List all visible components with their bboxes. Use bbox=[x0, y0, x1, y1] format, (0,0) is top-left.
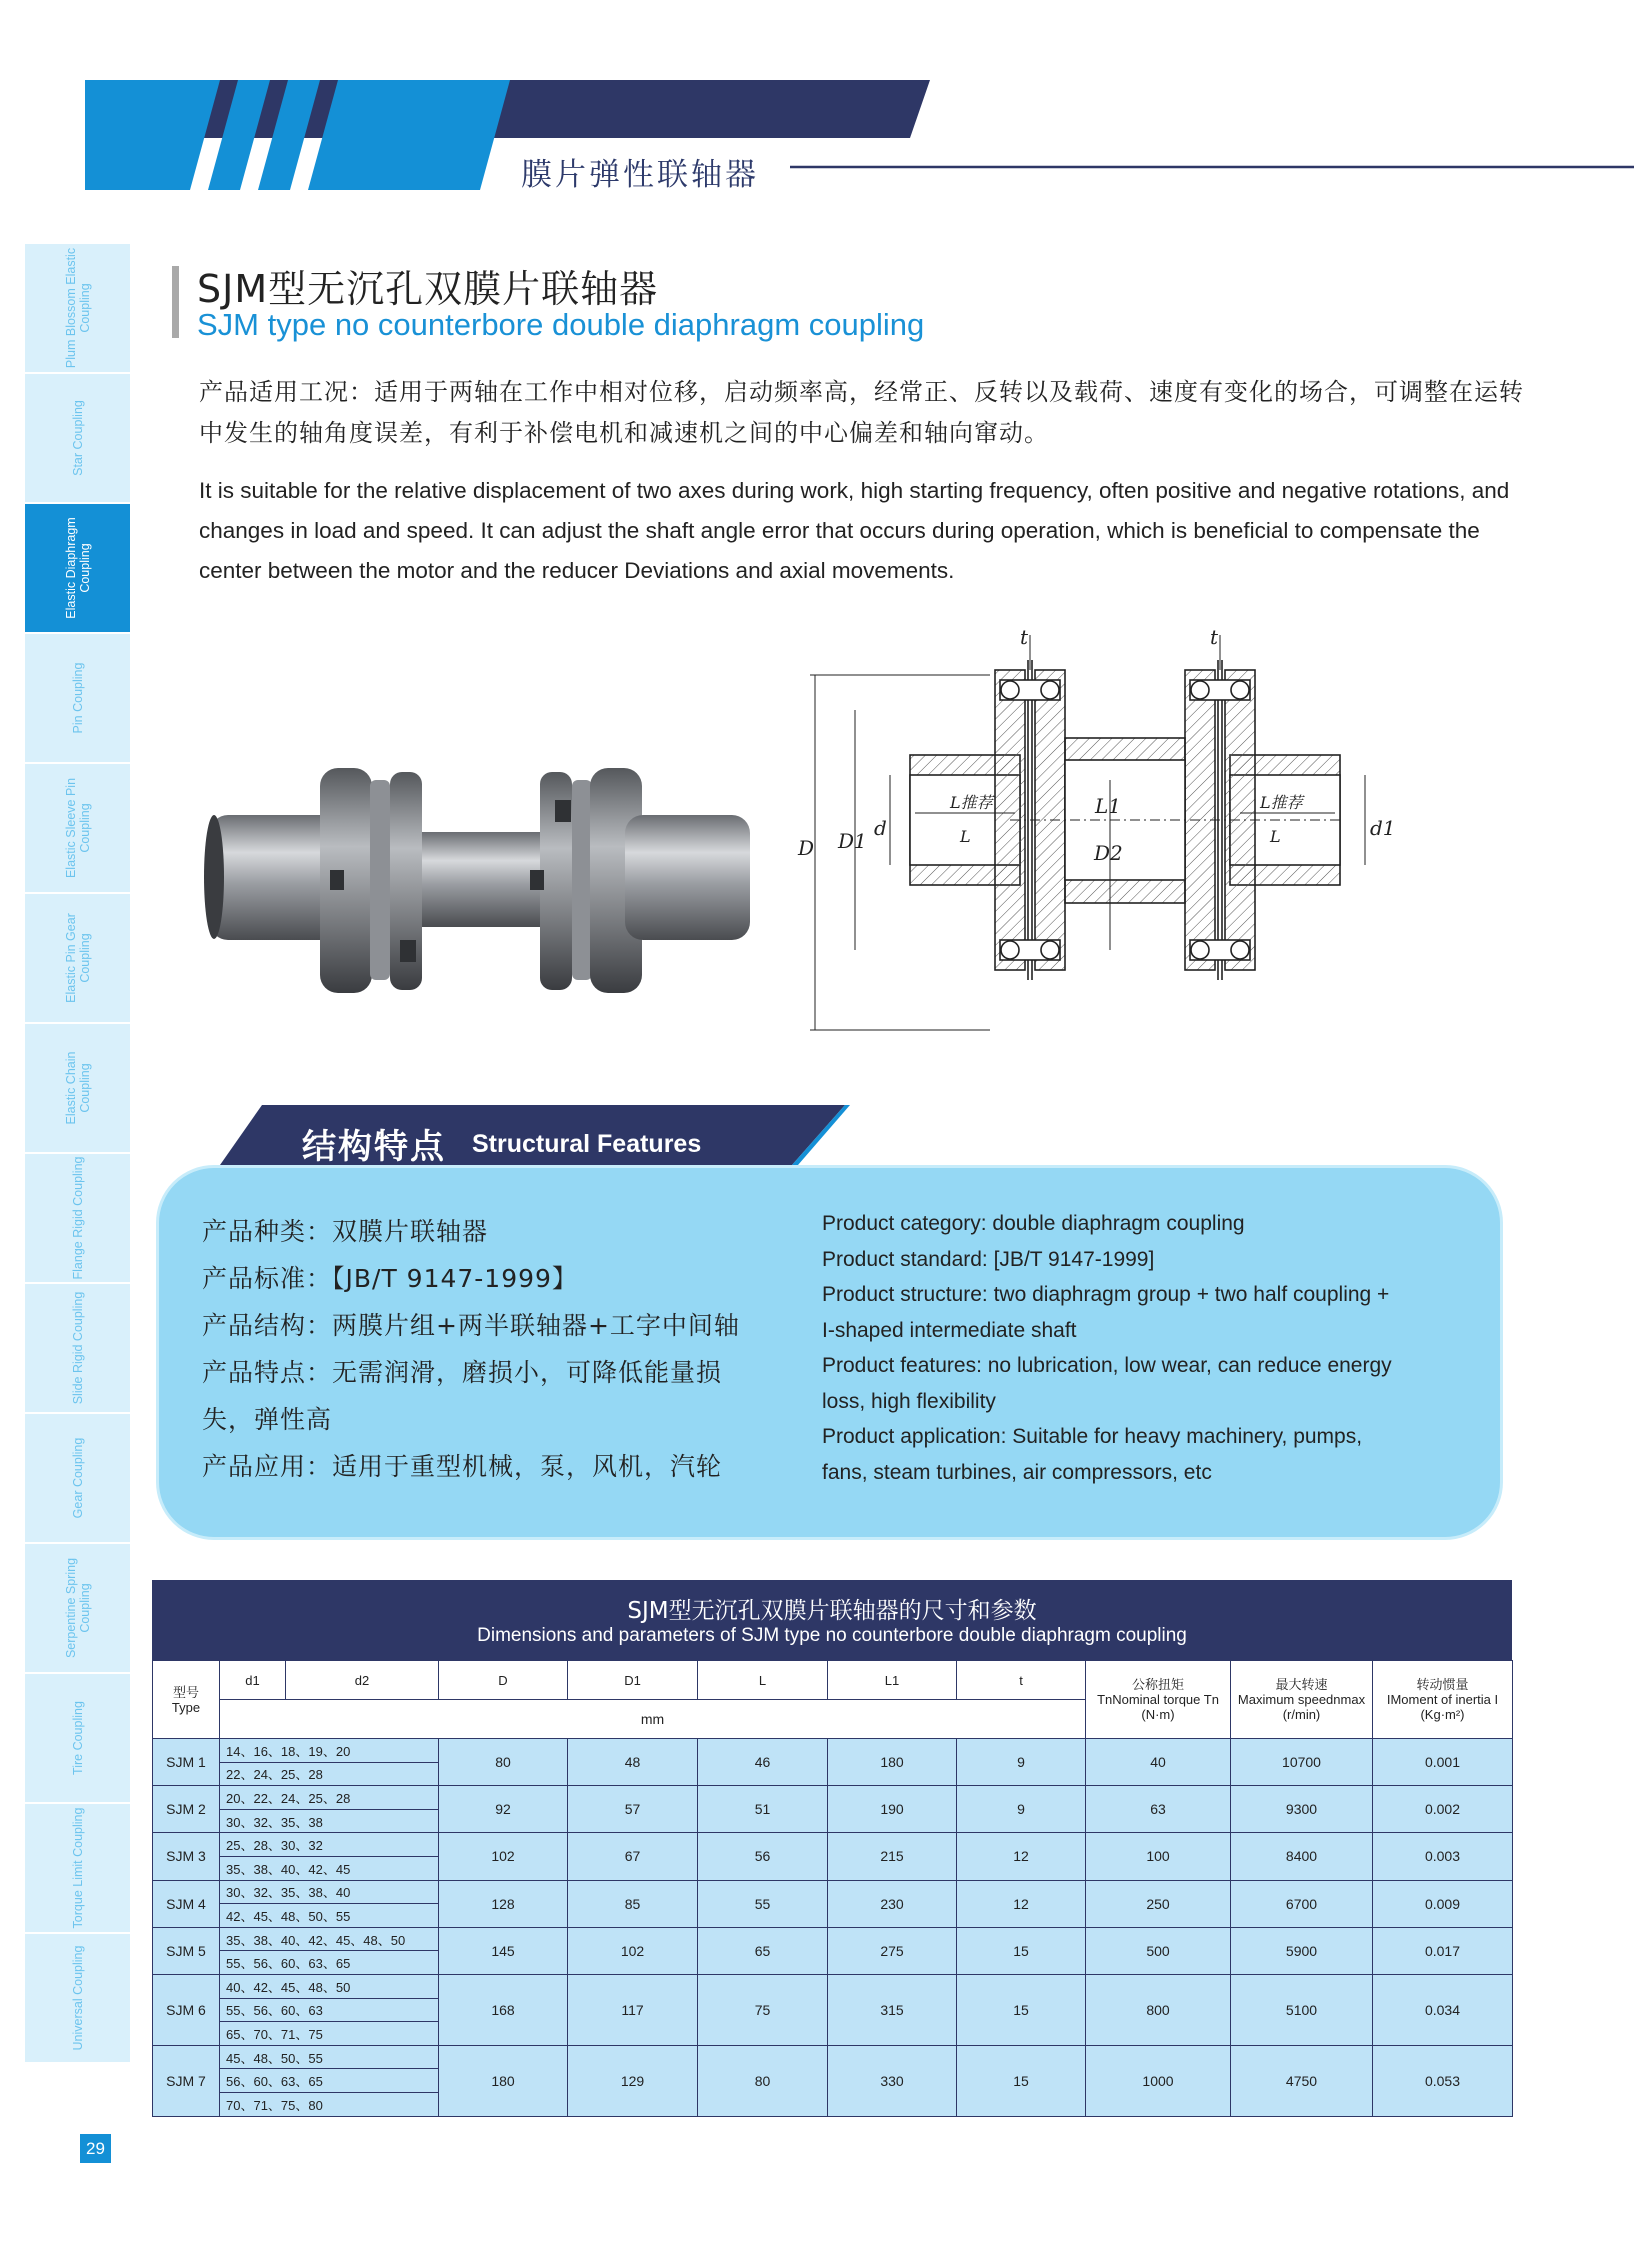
intro-text-en: It is suitable for the relative displacement of two axes during work, high starting frequency, often positive and negative rotations, and changes in load and speed. It can adjust the shaft angle error that occurs during operation, which is beneficial to compensate the center between the motor and the reducer Deviations and axial movements. bbox=[199, 478, 1510, 583]
header-inertia: 转动惯量 IMoment of inertia I (Kg·m²) bbox=[1373, 1661, 1513, 1739]
cell-diameters: 40、42、45、48、50 bbox=[220, 1974, 439, 1998]
cell-diameters: 30、32、35、38、40 bbox=[220, 1880, 439, 1904]
header-t: t bbox=[957, 1661, 1086, 1700]
cell-d: 168 bbox=[439, 1974, 568, 2045]
feature-line-en: loss, high flexibility bbox=[822, 1389, 996, 1413]
sidebar-item-pin-coupling[interactable] bbox=[25, 634, 130, 764]
header-D1: D1 bbox=[568, 1661, 698, 1700]
cell-diameters: 22、24、25、28 bbox=[220, 1762, 439, 1786]
cell-diameters: 20、22、24、25、28 bbox=[220, 1786, 439, 1810]
cell-l: 46 bbox=[698, 1739, 828, 1786]
cell-d: 80 bbox=[439, 1739, 568, 1786]
sidebar-item-label: Serpentine Spring Coupling bbox=[63, 1557, 92, 1659]
dim-label-L-rec-left: L推荐 bbox=[950, 793, 993, 812]
cell-type: SJM 5 bbox=[153, 1927, 220, 1974]
sidebar-item-universal-coupling[interactable] bbox=[25, 1934, 130, 2064]
feature-line-cn: 失，弹性高 bbox=[202, 1405, 333, 1434]
sidebar-item-label: Elastic Sleeve Pin Coupling bbox=[63, 777, 92, 879]
feature-line-cn: 产品种类：双膜片联轴器 bbox=[202, 1217, 489, 1246]
table-title-en: Dimensions and parameters of SJM type no counterbore double diaphragm coupling bbox=[477, 1625, 1187, 1646]
cell-inertia: 0.017 bbox=[1373, 1927, 1513, 1974]
feature-line-en: Product standard: [JB/T 9147-1999] bbox=[822, 1247, 1155, 1271]
cell-d1: 67 bbox=[568, 1833, 698, 1880]
cell-d1: 102 bbox=[568, 1927, 698, 1974]
cell-torque: 1000 bbox=[1086, 2045, 1231, 2116]
cell-l: 65 bbox=[698, 1927, 828, 1974]
dim-label-t-left: t bbox=[1020, 625, 1029, 649]
intro-text-cn: 产品适用工况：适用于两轴在工作中相对位移，启动频率高，经常正、反转以及载荷、速度有变化的场合，可调整在运转中发生的轴角度误差，有利于补偿电机和减速机之间的中心偏差和轴向窜动。 bbox=[199, 378, 1524, 447]
dim-label-D1: D1 bbox=[838, 829, 867, 853]
cell-t: 9 bbox=[957, 1786, 1086, 1833]
feature-line-en: I-shaped intermediate shaft bbox=[822, 1318, 1077, 1342]
cell-d1: 117 bbox=[568, 1974, 698, 2045]
cell-diameters: 42、45、48、50、55 bbox=[220, 1904, 439, 1928]
sidebar-item-slide-rigid-coupling[interactable] bbox=[25, 1284, 130, 1414]
sidebar-item-tire-coupling[interactable] bbox=[25, 1674, 130, 1804]
cell-inertia: 0.002 bbox=[1373, 1786, 1513, 1833]
cell-type: SJM 1 bbox=[153, 1739, 220, 1786]
cell-speed: 9300 bbox=[1231, 1786, 1373, 1833]
cell-speed: 5900 bbox=[1231, 1927, 1373, 1974]
cell-l: 56 bbox=[698, 1833, 828, 1880]
cell-torque: 250 bbox=[1086, 1880, 1231, 1927]
cell-type: SJM 6 bbox=[153, 1974, 220, 2045]
cell-type: SJM 7 bbox=[153, 2045, 220, 2116]
sidebar-item-label: Torque Limit Coupling bbox=[70, 1807, 85, 1929]
sidebar-item-label: Pin Coupling bbox=[70, 662, 85, 734]
dim-label-L-left: L bbox=[960, 827, 971, 846]
table-row bbox=[153, 1739, 1513, 1763]
header-d1: d1 bbox=[220, 1661, 286, 1700]
sidebar-nav bbox=[25, 244, 130, 2064]
dim-label-t-right: t bbox=[1210, 625, 1219, 649]
spec-table bbox=[152, 1660, 1513, 2117]
header-type: 型号 Type bbox=[153, 1661, 220, 1739]
cell-l1: 215 bbox=[828, 1833, 957, 1880]
cell-d: 180 bbox=[439, 2045, 568, 2116]
cell-l1: 190 bbox=[828, 1786, 957, 1833]
sidebar-item-elastic-diaphragm-coupling[interactable] bbox=[25, 504, 130, 634]
cell-inertia: 0.009 bbox=[1373, 1880, 1513, 1927]
table-title-cn: SJM型无沉孔双膜片联轴器的尺寸和参数 bbox=[627, 1598, 1037, 1624]
cell-inertia: 0.003 bbox=[1373, 1833, 1513, 1880]
cell-l1: 330 bbox=[828, 2045, 957, 2116]
cell-diameters: 30、32、35、38 bbox=[220, 1809, 439, 1833]
table-row bbox=[153, 1974, 1513, 1998]
header-L1: L1 bbox=[828, 1661, 957, 1700]
sidebar-item-label: Elastic Pin Gear Coupling bbox=[63, 913, 92, 1003]
sidebar-item-label: Star Coupling bbox=[70, 400, 85, 476]
cell-d: 92 bbox=[439, 1786, 568, 1833]
cell-t: 12 bbox=[957, 1833, 1086, 1880]
dim-label-D2: D2 bbox=[1094, 841, 1123, 865]
cell-l: 51 bbox=[698, 1786, 828, 1833]
cell-speed: 10700 bbox=[1231, 1739, 1373, 1786]
cell-l1: 315 bbox=[828, 1974, 957, 2045]
cell-diameters: 56、60、63、65 bbox=[220, 2069, 439, 2093]
cell-d: 128 bbox=[439, 1880, 568, 1927]
cell-t: 15 bbox=[957, 2045, 1086, 2116]
sidebar-item-flange-rigid-coupling[interactable] bbox=[25, 1154, 130, 1284]
features-list-cn bbox=[202, 1208, 782, 1490]
cell-inertia: 0.034 bbox=[1373, 1974, 1513, 2045]
cell-torque: 63 bbox=[1086, 1786, 1231, 1833]
features-list-en bbox=[822, 1206, 1482, 1490]
sidebar-item-elastic-pin-gear-coupling[interactable] bbox=[25, 894, 130, 1024]
cell-l: 80 bbox=[698, 2045, 828, 2116]
cell-d1: 48 bbox=[568, 1739, 698, 1786]
header-L: L bbox=[698, 1661, 828, 1700]
table-row bbox=[153, 1927, 1513, 1951]
sidebar-item-label: Elastic Diaphragm Coupling bbox=[63, 517, 92, 619]
sidebar-item-gear-coupling[interactable] bbox=[25, 1414, 130, 1544]
sidebar-item-elastic-sleeve-pin-coupling[interactable] bbox=[25, 764, 130, 894]
sidebar-item-plum-blossom-elastic-coupling[interactable] bbox=[25, 244, 130, 374]
table-row bbox=[153, 1833, 1513, 1857]
cell-type: SJM 2 bbox=[153, 1786, 220, 1833]
sidebar-item-star-coupling[interactable] bbox=[25, 374, 130, 504]
sidebar-item-torque-limit-coupling[interactable] bbox=[25, 1804, 130, 1934]
features-title-cn: 结构特点 bbox=[302, 1127, 446, 1167]
cell-inertia: 0.053 bbox=[1373, 2045, 1513, 2116]
header-d2: d2 bbox=[286, 1661, 439, 1700]
cell-speed: 5100 bbox=[1231, 1974, 1373, 2045]
feature-line-en: Product structure: two diaphragm group + two half coupling + bbox=[822, 1283, 1390, 1306]
dim-label-D: D bbox=[798, 836, 815, 860]
cell-torque: 40 bbox=[1086, 1739, 1231, 1786]
feature-line-cn: 产品特点：无需润滑，磨损小，可降低能量损 bbox=[202, 1358, 723, 1387]
cell-t: 15 bbox=[957, 1974, 1086, 2045]
cell-speed: 4750 bbox=[1231, 2045, 1373, 2116]
dim-label-d: d bbox=[874, 816, 887, 840]
cell-diameters: 70、71、75、80 bbox=[220, 2092, 439, 2116]
cell-d: 145 bbox=[439, 1927, 568, 1974]
feature-line-en: Product category: double diaphragm coupling bbox=[822, 1212, 1245, 1235]
dim-label-d1: d1 bbox=[1370, 816, 1396, 840]
dim-label-L1: L1 bbox=[1095, 794, 1122, 818]
sidebar-item-label: Plum Blossom Elastic Coupling bbox=[63, 247, 92, 369]
feature-line-cn: 产品标准：【JB/T 9147-1999】 bbox=[202, 1264, 578, 1293]
dim-label-L-rec-right: L推荐 bbox=[1260, 793, 1303, 812]
features-title-en: Structural Features bbox=[472, 1130, 702, 1158]
cell-type: SJM 4 bbox=[153, 1880, 220, 1927]
cell-t: 9 bbox=[957, 1739, 1086, 1786]
cell-d: 102 bbox=[439, 1833, 568, 1880]
cell-speed: 8400 bbox=[1231, 1833, 1373, 1880]
cell-t: 15 bbox=[957, 1927, 1086, 1974]
page-number: 29 bbox=[80, 2134, 111, 2163]
cell-torque: 800 bbox=[1086, 1974, 1231, 2045]
cell-diameters: 65、70、71、75 bbox=[220, 2022, 439, 2046]
product-title-en: SJM type no counterbore double diaphragm coupling bbox=[197, 307, 925, 342]
sidebar-item-elastic-chain-coupling[interactable] bbox=[25, 1024, 130, 1154]
cell-l: 55 bbox=[698, 1880, 828, 1927]
sidebar-item-label: Universal Coupling bbox=[70, 1945, 85, 2051]
header-unit-mm: mm bbox=[220, 1700, 1086, 1739]
cell-torque: 100 bbox=[1086, 1833, 1231, 1880]
cell-diameters: 55、56、60、63 bbox=[220, 1998, 439, 2022]
table-row bbox=[153, 2045, 1513, 2069]
cell-diameters: 35、38、40、42、45 bbox=[220, 1856, 439, 1880]
cell-l1: 230 bbox=[828, 1880, 957, 1927]
category-title: 膜片弹性联轴器 bbox=[521, 157, 759, 193]
table-title-bar bbox=[152, 1580, 1512, 1660]
header-banner bbox=[0, 0, 1634, 200]
product-title-cn: SJM型无沉孔双膜片联轴器 bbox=[197, 267, 659, 311]
cell-l1: 275 bbox=[828, 1927, 957, 1974]
title-accent-bar bbox=[172, 266, 179, 338]
cell-diameters: 14、16、18、19、20 bbox=[220, 1739, 439, 1763]
feature-line-cn: 产品应用：适用于重型机械，泵，风机，汽轮 bbox=[202, 1452, 723, 1481]
cell-diameters: 35、38、40、42、45、48、50 bbox=[220, 1927, 439, 1951]
dim-label-L-right: L bbox=[1270, 827, 1281, 846]
sidebar-item-label: Elastic Chain Coupling bbox=[63, 1051, 92, 1125]
table-row bbox=[153, 1880, 1513, 1904]
header-speed: 最大转速 Maximum speednmax (r/min) bbox=[1231, 1661, 1373, 1739]
sidebar-item-serpentine-spring-coupling[interactable] bbox=[25, 1544, 130, 1674]
cell-d1: 85 bbox=[568, 1880, 698, 1927]
cell-speed: 6700 bbox=[1231, 1880, 1373, 1927]
table-body bbox=[153, 1739, 1513, 2117]
cell-l1: 180 bbox=[828, 1739, 957, 1786]
cell-type: SJM 3 bbox=[153, 1833, 220, 1880]
cell-t: 12 bbox=[957, 1880, 1086, 1927]
table-row bbox=[153, 1786, 1513, 1810]
header-torque: 公称扭矩 TnNominal torque Tn (N·m) bbox=[1086, 1661, 1231, 1739]
sidebar-item-label: Tire Coupling bbox=[70, 1701, 85, 1775]
cell-torque: 500 bbox=[1086, 1927, 1231, 1974]
sidebar-item-label: Flange Rigid Coupling bbox=[70, 1156, 85, 1280]
feature-line-en: Product application: Suitable for heavy machinery, pumps, bbox=[822, 1425, 1363, 1448]
feature-line-en: Product features: no lubrication, low wear, can reduce energy bbox=[822, 1354, 1392, 1377]
cell-diameters: 25、28、30、32 bbox=[220, 1833, 439, 1857]
cell-diameters: 55、56、60、63、65 bbox=[220, 1951, 439, 1975]
cell-l: 75 bbox=[698, 1974, 828, 2045]
feature-line-cn: 产品结构：两膜片组+两半联轴器+工字中间轴 bbox=[202, 1311, 740, 1340]
cell-d1: 57 bbox=[568, 1786, 698, 1833]
cell-diameters: 45、48、50、55 bbox=[220, 2045, 439, 2069]
cell-d1: 129 bbox=[568, 2045, 698, 2116]
feature-line-en: fans, steam turbines, air compressors, etc bbox=[822, 1460, 1212, 1484]
technical-drawing bbox=[790, 625, 1396, 1040]
sidebar-item-label: Gear Coupling bbox=[70, 1437, 85, 1519]
header-D: D bbox=[439, 1661, 568, 1700]
coupling-photo bbox=[200, 760, 760, 1010]
cell-inertia: 0.001 bbox=[1373, 1739, 1513, 1786]
sidebar-item-label: Slide Rigid Coupling bbox=[70, 1291, 85, 1405]
